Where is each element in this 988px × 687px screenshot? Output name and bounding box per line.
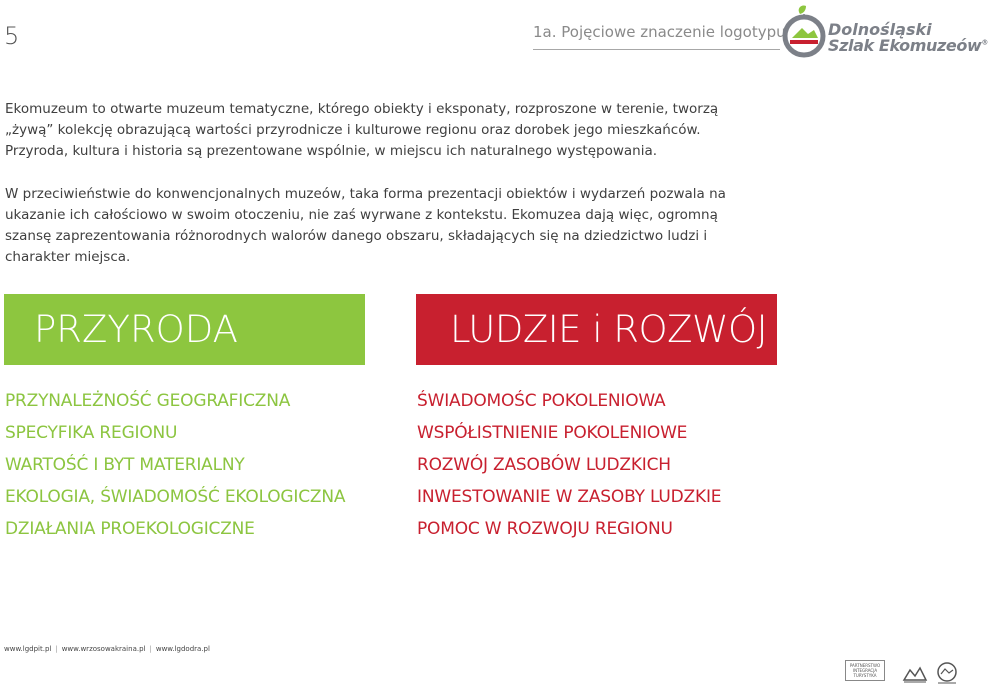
ludzie-rozwoj-card: LUDZIE i ROZWÓJ xyxy=(416,294,777,365)
przyroda-list xyxy=(5,385,345,545)
footer-link-lgdpit[interactable]: www.lgdpit.pl xyxy=(4,645,52,653)
footer-link-wrzosowakraina[interactable]: www.wrzosowakraina.pl xyxy=(61,645,146,653)
comparison-paragraph: W przeciwieństwie do konwencjonalnych muzeów, taka forma prezentacji obiektów i wydarzeń pozwala na ukazanie ich całościowo w swoim otoczeniu, nie zaś wyrwane z kontekstu. Ekomuzea dają więc, ogromną szansę zaprezentowania różnorodnych walorów danego obszaru, składających się na dziedzictwo ludzi i charakter miejsca. xyxy=(5,186,726,265)
list-item: WARTOŚĆ I BYT MATERIALNY xyxy=(5,455,245,475)
footer-links xyxy=(4,645,210,653)
list-item: EKOLOGIA, ŚWIADOMOŚĆ EKOLOGICZNA xyxy=(5,487,346,507)
partner-logo-2-icon xyxy=(902,660,928,686)
logo-line2 xyxy=(828,36,988,55)
list-item: SPECYFIKA REGIONU xyxy=(5,423,178,443)
header-divider xyxy=(533,49,780,50)
logo xyxy=(780,0,988,62)
footer-separator: | xyxy=(149,645,152,653)
list-item: DZIAŁANIA PROEKOLOGICZNE xyxy=(5,519,255,539)
page-number: 5 xyxy=(4,22,20,50)
logo-registered-mark: ® xyxy=(981,38,988,47)
list-item: ŚWIADOMOŚC POKOLENIOWA xyxy=(417,391,666,411)
partner-pit-text: PARTNERSTWO INTEGRACJA TURYSTYKA xyxy=(845,660,885,681)
ludzie-list xyxy=(417,385,721,545)
list-item: WSPÓŁISTNIENIE POKOLENIOWE xyxy=(417,423,688,443)
list-item: PRZYNALEŻNOŚĆ GEOGRAFICZNA xyxy=(5,391,291,411)
intro-paragraph: Ekomuzeum to otwarte muzeum tematyczne, którego obiekty i eksponaty, rozproszone w terenie, tworzą „żywą” kolekcję obrazującą wartości przyrodnicze i kulturowe regionu oraz dorobek jego mieszkańców. Przyroda, kultura i historia są prezentowane wspólnie, w miejscu ich naturalnego występowania. xyxy=(5,101,719,159)
list-item: ROZWÓJ ZASOBÓW LUDZKICH xyxy=(417,455,671,475)
logo-emblem-icon xyxy=(780,2,830,60)
logo-line2-text: Szlak Ekomuzeów xyxy=(828,36,982,55)
footer-link-lgdodra[interactable]: www.lgdodra.pl xyxy=(155,645,210,653)
przyroda-card: PRZYRODA xyxy=(4,294,365,365)
logo-line1: Dolnośląski xyxy=(828,20,932,39)
partner-logo-3-icon xyxy=(934,660,960,686)
list-item: INWESTOWANIE W ZASOBY LUDZKIE xyxy=(417,487,722,507)
footer-separator: | xyxy=(55,645,58,653)
section-title: 1a. Pojęciowe znaczenie logotypu xyxy=(533,23,786,41)
list-item: POMOC W ROZWOJU REGIONU xyxy=(417,519,673,539)
partner-logo-pit xyxy=(845,660,885,686)
